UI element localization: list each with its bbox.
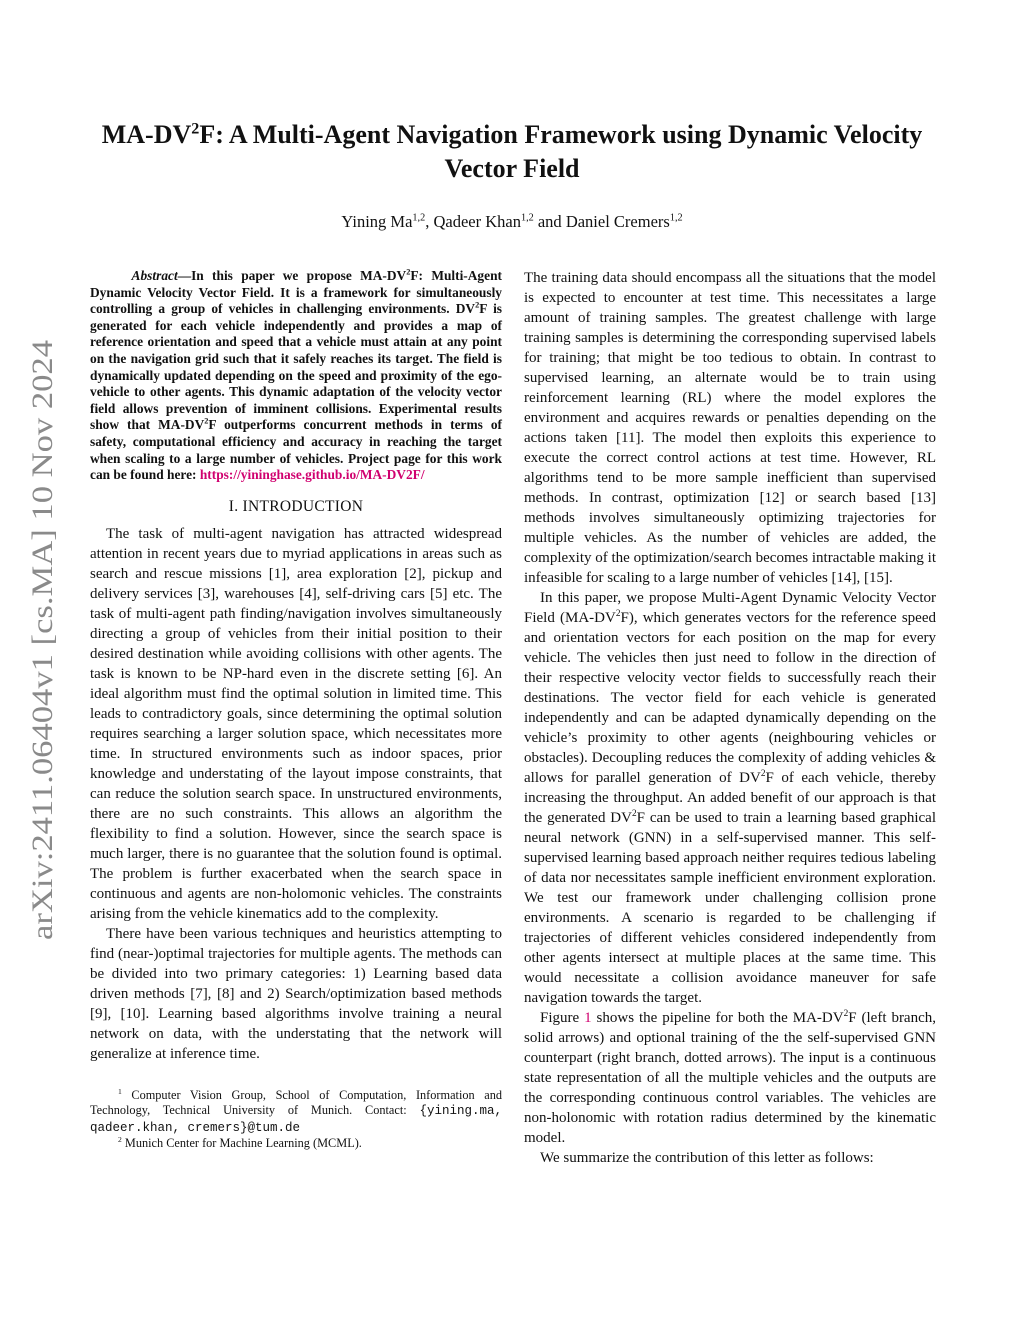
- abstract-text: F is generated for each vehicle independently and provides a map of reference orientation and speed that a vehicle must attain at any point on the navigation grid such that it safely reaches its target. The field is dynamically updated depending on the speed and proximity of the ego-vehicle to other agents. This dynamic adaptation of the velocity vector field allows prevention of imminent collisions. Experimental results show that MA-DV: [90, 301, 502, 433]
- paragraph-text: F), which generates vectors for the reference speed and orientation vectors for each position on the map for every vehicle. The vehicles then just need to follow in the direction of their respective velocity vector fields to successfully reach their destinations. The vector field for each vehicle is generated independently and can be adapted dynamically depending on the vehicle’s proximity to other agents (neighbouring vehicles or obstacles). Decoupling reduces the complexity of adding vehicles & allows for parallel generation of DV: [524, 610, 936, 786]
- paragraph-text: F can be used to train a learning based graphical neural network (GNN) in a self-supervised manner. This self-supervised learning based approach neither requires tedious labeling of data nor necessitates sample inefficient environment exploration. We test our framework under challenging collision prone environments. A scenario is regarded to be challenging if trajectories of different vehicles considered independently from other agents intersect at multiple places at the same time. This would necessitate a collision avoidance maneuver for safe navigation towards the target.: [524, 810, 936, 1006]
- inline-sup: 2: [631, 809, 637, 819]
- paragraph-text: F (left branch, solid arrows) and optional training of the the self-supervised GNN counterpart (right branch, dotted arrows). The input is a continuous state representation of all the multiple vehicles and the outputs are the corresponding continuous control variables. The vehicles are non-holonomic with rotation radius determined by the kinematic model.: [524, 1010, 936, 1146]
- arxiv-identifier: [20, 340, 70, 940]
- author-separator: and: [533, 212, 566, 231]
- title-part1: MA-DV: [101, 120, 192, 149]
- inline-sup: 2: [843, 1009, 849, 1019]
- body-paragraph: The task of multi-agent navigation has attracted widespread attention in recent years due to myriad applications in areas such as search and rescue missions [1], area exploration [2], pickup and delivery services [3], warehouses [4], self-driving cars [5] etc. The task of multi-agent path finding/navigation involves simultaneously directing a group of vehicles from their initial position to their desired destination while avoiding collisions with other agents. The task is known to be NP-hard even in the discrete setting [6]. An ideal algorithm must find the optimal solution in limited time. This leads to contradictory goals, since determining the optimal solution requires searching a larger solution space, which necessitates more time. In structured environments such as indoor spaces, prior knowledge and understating of the layout impose constraints, that can reduce the solution search space. In unstructured environments, there are no such constraints. This allows an algorithm the flexibility to find a solution. However, since the search space is much larger, there is no guarantee that the solution found is optimal. The problem is further exacerbated when the search space in continuous and agents are non-holomonic vehicles. The constraints arising from the vehicle kinematics add to the complexity.: [90, 525, 502, 922]
- figure-reference-link[interactable]: 1: [584, 1010, 592, 1026]
- title-sup: 2: [191, 120, 200, 138]
- contact-emails: {yining.ma, qadeer.khan, cremers}@tum.de: [90, 1104, 502, 1135]
- author-list: [90, 212, 934, 232]
- abstract-sup: 2: [475, 300, 480, 310]
- body-paragraph: [524, 1008, 936, 1148]
- author-affiliation: 1,2: [520, 212, 534, 224]
- abstract-sup: 2: [204, 416, 209, 426]
- author-name: Qadeer Khan: [433, 212, 521, 231]
- arxiv-identifier-svg: [20, 340, 70, 940]
- author-affiliation: 1,2: [412, 212, 426, 224]
- section-heading-introduction: I. INTRODUCTION: [228, 497, 364, 515]
- footnotes: [90, 1088, 502, 1152]
- paragraph-text: In this paper, we propose Multi-Agent Dynamic Velocity Vector Field (MA-DV: [524, 590, 936, 626]
- right-column: [524, 268, 936, 1168]
- body-paragraph: We summarize the contribution of this letter as follows:: [540, 1150, 874, 1166]
- author-name: Daniel Cremers: [565, 212, 670, 231]
- paragraph-text: shows the pipeline for both the MA-DV: [591, 1010, 844, 1026]
- author-name: Yining Ma: [341, 212, 413, 231]
- author-affiliation: 1,2: [669, 212, 683, 224]
- left-column: [90, 268, 502, 1152]
- abstract-text: In this paper we propose MA-DV: [191, 268, 407, 283]
- body-paragraph: There have been various techniques and heuristics attempting to find (near-)optimal trajectories for multiple agents. The methods can be divided into two primary categories: 1) Learning based data driven methods [7], [8] and 2) Search/optimization based methods [9], [10]. Learning based algorithms involve training a neural network on data, with the understating that the network will generalize at inference time.: [90, 925, 502, 1062]
- footnote-2: [90, 1136, 502, 1152]
- footnote-text: Computer Vision Group, School of Computation, Information and Technology, Technical University of Munich. Contact:: [90, 1087, 502, 1118]
- project-page-link[interactable]: https://yininghase.github.io/MA-DV2F/: [199, 467, 425, 483]
- abstract-text: F outperforms concurrent methods in terms of safety, computational efficiency and accuracy in reaching the target when scaling to a large number of vehicles. Project page for this work can be found here:: [90, 417, 503, 483]
- abstract-sup: 2: [406, 267, 411, 277]
- inline-sup: 2: [615, 609, 621, 619]
- footnote-text: Munich Center for Machine Learning (MCML).: [121, 1136, 362, 1151]
- abstract-dash: —: [177, 268, 192, 283]
- abstract: [90, 268, 502, 484]
- title-part2: F: A Multi-Agent Navigation Framework using Dynamic Velocity Vector Field: [199, 120, 923, 183]
- paragraph-text: F of each vehicle, thereby increasing the throughput. An added benefit of our approach is that the generated DV: [524, 770, 936, 826]
- body-paragraph: [524, 588, 936, 1008]
- footnote-marker: 1: [118, 1086, 122, 1096]
- abstract-label: Abstract: [131, 268, 178, 283]
- paragraph-text: Figure: [540, 1010, 585, 1026]
- author-separator: ,: [425, 212, 434, 231]
- body-paragraph: The training data should encompass all the situations that the model is expected to encounter at test time. This necessitates a large amount of training samples. The greatest challenge with large training samples is determining the corresponding supervised labels for training; that might be too tedious to obtain. In contrast to supervised learning, an alternate would be to train using reinforcement learning (RL) where the model explores the environment and acquires rewards or penalties depending on the actions taken [11]. The model then exploits this experience to execute the correct control actions at test time. However, RL algorithms tend to be more sample inefficient than supervised methods. In contrast, optimization [12] or search based [13] methods involves simultaneously optimizing trajectories for multiple vehicles. As the number of vehicles are added, the complexity of the optimization/search becomes intractable making it infeasible for scaling to a large number of vehicles [14], [15].: [524, 270, 936, 586]
- inline-sup: 2: [760, 769, 766, 779]
- footnote-marker: 2: [118, 1135, 122, 1145]
- arxiv-id-text: arXiv:2411.06404v1 [cs.MA] 10 Nov 2024: [26, 419, 59, 940]
- abstract-text: F: Multi-Agent Dynamic Velocity Vector Field. It is a framework for simultaneously controlling a group of vehicles in challenging environments. DV: [90, 268, 502, 317]
- footnote-1: [90, 1088, 502, 1137]
- paper-title: [90, 118, 934, 186]
